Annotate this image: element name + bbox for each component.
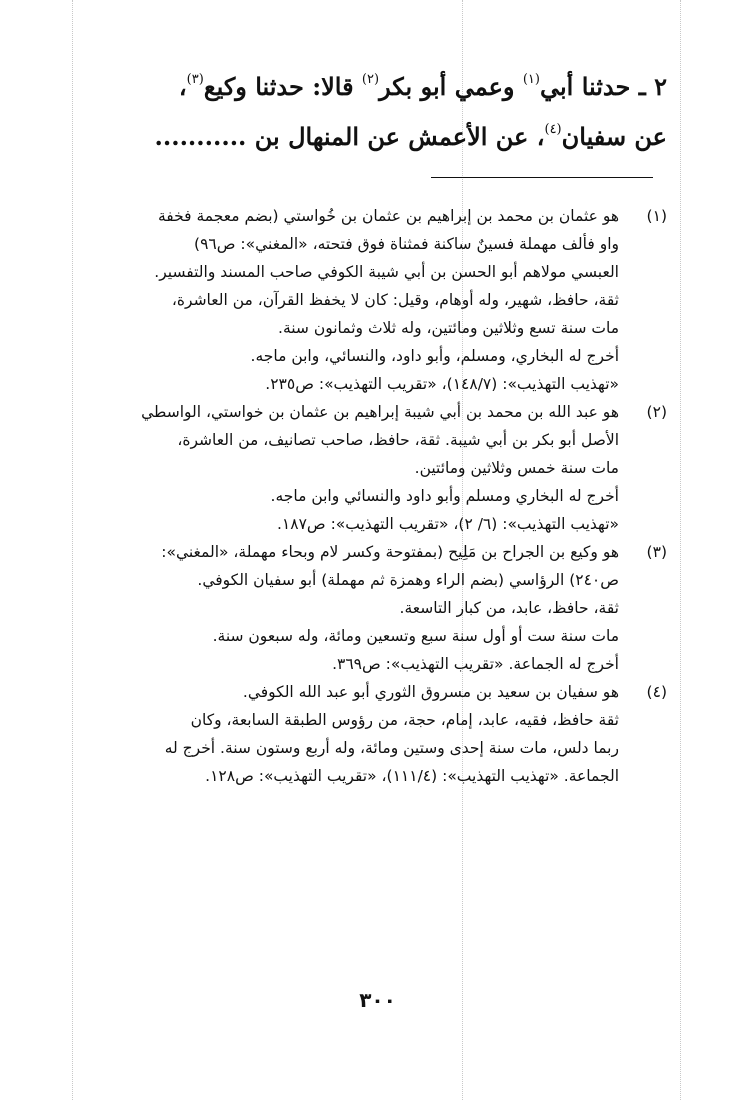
- footnote-number: (٣): [646, 543, 667, 561]
- hadith-text: [72, 62, 667, 162]
- footnote-line: ثقة، حافظ، شهير، وله أوهام، وقيل: كان لا يخفظ القرآن، من العاشرة،: [171, 291, 619, 309]
- footnote-separator: [431, 177, 653, 178]
- footnote-line: ثقة، حافظ، عابد، من كبار التاسعة.: [399, 599, 619, 617]
- hadith-line-2-part-b: ، عن الأعمش عن المنهال بن ...........: [154, 122, 545, 151]
- footnote-number: (١): [646, 207, 667, 225]
- footnote-line: هو عبد الله بن محمد بن أبي شيبة إبراهيم بن عثمان بن خواستي، الواسطي: [141, 403, 619, 421]
- footnote-line: أخرج له الجماعة. «تقريب التهذيب»: ص٣٦٩.: [332, 655, 619, 673]
- footnote-line: هو وكيع بن الجراح بن مَلِيح (بمفتوحة وكسر لام وبحاء مهملة، «المغني»:: [161, 543, 619, 561]
- footnote-ref-3: (٣): [186, 72, 204, 87]
- footnote-line: مات سنة تسع وثلاثين ومائتين، وله ثلاث وثمانون سنة.: [278, 319, 619, 337]
- footnote-line: ص٢٤٠) الرؤاسي (بضم الراء وهمزة ثم مهملة) أبو سفيان الكوفي.: [197, 571, 619, 589]
- footnote-line: ربما دلس، مات سنة إحدى وستين ومائة، وله أربع وستون سنة. أخرج له: [164, 739, 619, 757]
- footnote-line: أخرج له البخاري ومسلم وأبو داود والنسائي وابن ماجه.: [270, 487, 619, 505]
- footnote-line: مات سنة خمس وثلاثين ومائتين.: [414, 459, 619, 477]
- footnote-line: العبسي مولاهم أبو الحسن بن أبي شيبة الكوفي صاحب المسند والتفسير.: [154, 263, 619, 281]
- footnote-2: [72, 398, 667, 538]
- footnote-line: الأصل أبو بكر بن أبي شيبة. ثقة، حافظ، صاحب تصانيف، من العاشرة،: [177, 431, 619, 449]
- page-number: ٣٠٠: [359, 988, 396, 1012]
- footnote-line: ثقة حافظ، فقيه، عابد، إمام، حجة، من رؤوس الطبقة السابعة، وكان: [190, 711, 619, 729]
- footnote-4: [72, 678, 667, 790]
- footnote-line: الجماعة. «تهذيب التهذيب»: (١١١/٤)، «تقريب التهذيب»: ص١٢٨.: [205, 767, 619, 785]
- footnote-line: مات سنة ست أو أول سنة سبع وتسعين ومائة، وله سبعون سنة.: [212, 627, 619, 645]
- hadith-line-1: [72, 62, 667, 112]
- hadith-line-1-part-b: وعمي أبو بكر: [379, 72, 523, 101]
- footnote-1: [72, 202, 667, 398]
- footnote-line: «تهذيب التهذيب»: (١٤٨/٧)، «تقريب التهذيب»: ص٢٣٥.: [265, 375, 619, 393]
- footnote-line: هو سفيان بن سعيد بن مسروق الثوري أبو عبد الله الكوفي.: [242, 683, 619, 701]
- footnotes: [72, 202, 667, 790]
- footnote-line: واو فألف مهملة فسينٌ ساكنة فمثناة فوق فتحته، «المغني»: ص٩٦): [194, 235, 619, 253]
- footnote-ref-1: (١): [522, 72, 540, 87]
- hadith-line-1-part-d: ،: [178, 72, 187, 101]
- margin-rule-right: [680, 0, 681, 1100]
- footnote-ref-2: (٢): [361, 72, 380, 87]
- hadith-line-2: [72, 112, 667, 162]
- hadith-line-1-part-c: قالا: حدثنا وكيع: [203, 72, 362, 101]
- hadith-line-2-part-a: عن سفيان: [561, 122, 667, 151]
- footnote-line: «تهذيب التهذيب»: (٦/ ٢)، «تقريب التهذيب»: ص١٨٧.: [276, 515, 619, 533]
- footnote-ref-4: (٤): [544, 122, 562, 137]
- footnote-number: (٢): [646, 403, 667, 421]
- footnote-line: هو عثمان بن محمد بن إبراهيم بن عثمان بن خُواستي (بضم معجمة فخفة: [157, 207, 619, 225]
- footnote-number: (٤): [646, 683, 667, 701]
- footnote-line: أخرج له البخاري، ومسلم، وأبو داود، والنسائي، وابن ماجه.: [250, 347, 619, 365]
- footnote-3: [72, 538, 667, 678]
- hadith-line-1-part-a: ٢ ـ حدثنا أبي: [539, 72, 667, 101]
